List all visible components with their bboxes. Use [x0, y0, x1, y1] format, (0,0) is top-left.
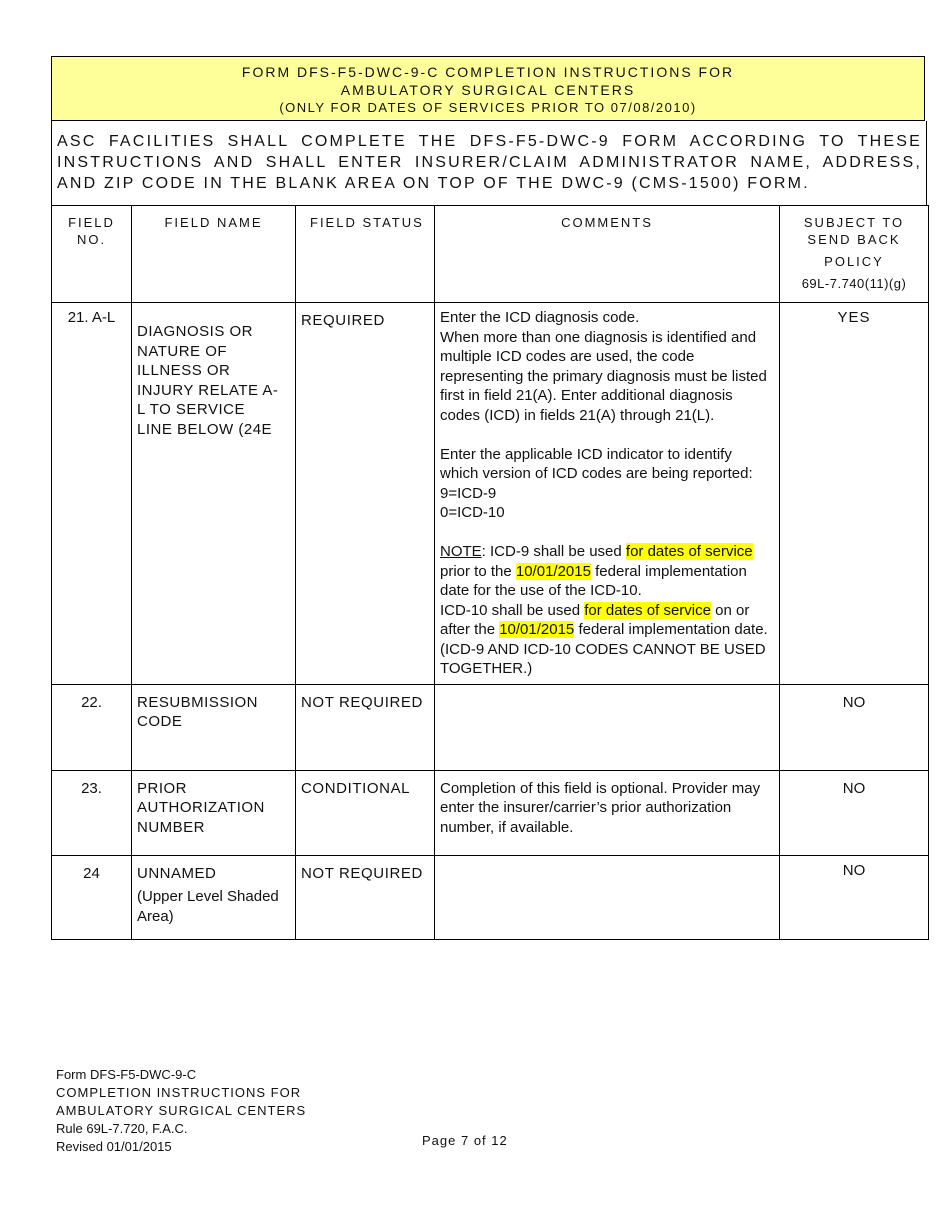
footer-title-2: AMBULATORY SURGICAL CENTERS	[56, 1103, 307, 1118]
intro-paragraph: ASC FACILITIES SHALL COMPLETE THE DFS-F5-DWC-9 FORM ACCORDING TO THESE INSTRUCTIONS AND SHALL ENTER INSURER/CLAIM ADMINISTRATOR NAME, ADDRESS, AND ZIP CODE IN THE BLANK AREA ON TOP OF THE DWC-9 (CMS-1500) FORM.	[51, 121, 927, 205]
field-no: 24	[52, 855, 132, 939]
field-name: PRIOR AUTHORIZATION NUMBER	[132, 770, 296, 855]
field-no: 23.	[52, 770, 132, 855]
field-comments	[435, 684, 780, 770]
col-header-comments: COMMENTS	[435, 206, 780, 303]
col-header-field-name: FIELD NAME	[132, 206, 296, 303]
col-header-field-no: FIELD NO.	[52, 206, 132, 303]
field-no: 22.	[52, 684, 132, 770]
form-title-line-1: FORM DFS-F5-DWC-9-C COMPLETION INSTRUCTIONS FOR	[241, 64, 735, 80]
form-title-box	[51, 56, 925, 121]
col-header-field-status: FIELD STATUS	[296, 206, 435, 303]
form-title-line-2: AMBULATORY SURGICAL CENTERS	[340, 82, 636, 98]
field-status: CONDITIONAL	[296, 770, 435, 855]
page-number: Page 7 of 12	[422, 1133, 508, 1148]
field-comments: Completion of this field is optional. Provider may enter the insurer/carrier’s prior authorization number, if available.	[435, 770, 780, 855]
footer-revised: Revised 01/01/2015	[56, 1139, 172, 1154]
instructions-table	[51, 205, 929, 940]
field-comments: Enter the ICD diagnosis code. When more than one diagnosis is identified and multiple ICD codes are used, the code representing the primary diagnosis must be listed first in field 21(A). Enter additional diagnosis codes (ICD) in fields 21(A) through 21(L). Enter the applicable ICD indicator to identify which version of ICD codes are being reported: 9=ICD-9 0=ICD-10 NOTE: ICD-9 shall be used for dates of service prior to the 10/01/2015 federal implementation date for the use of the ICD-10. ICD-10 shall be used for dates of service on or after the 10/01/2015 federal implementation date. (ICD-9 AND ICD-10 CODES CANNOT BE USED TOGETHER.)	[435, 303, 780, 685]
field-name: UNNAMED (Upper Level Shaded Area)	[132, 855, 296, 939]
table-row	[52, 855, 929, 939]
col-header-send-back: SUBJECT TO SEND BACK POLICY 69L-7.740(11)(g)	[780, 206, 929, 303]
footer-form-id: Form DFS-F5-DWC-9-C	[56, 1067, 197, 1082]
send-back-value: YES	[780, 303, 929, 685]
form-title-line-3: (ONLY FOR DATES OF SERVICES PRIOR TO 07/08/2010)	[279, 100, 697, 115]
send-back-value: NO	[780, 770, 929, 855]
table-row	[52, 684, 929, 770]
field-name: DIAGNOSIS OR NATURE OF ILLNESS OR INJURY RELATE A- L TO SERVICE LINE BELOW (24E	[132, 303, 296, 685]
send-back-value: NO	[780, 855, 929, 939]
footer-title-1: COMPLETION INSTRUCTIONS FOR	[56, 1085, 302, 1100]
field-comments	[435, 855, 780, 939]
field-status: REQUIRED	[296, 303, 435, 685]
icd-note: NOTE: ICD-9 shall be used for dates of service prior to the 10/01/2015 federal implementation date for the use of the ICD-10.	[440, 543, 753, 599]
page-footer	[56, 1066, 306, 1156]
field-no: 21. A-L	[52, 303, 132, 685]
field-name: RESUBMISSION CODE	[132, 684, 296, 770]
table-row	[52, 303, 929, 685]
table-row	[52, 770, 929, 855]
footer-rule: Rule 69L-7.720, F.A.C.	[56, 1121, 188, 1136]
field-status: NOT REQUIRED	[296, 855, 435, 939]
field-status: NOT REQUIRED	[296, 684, 435, 770]
table-header-row	[52, 206, 929, 303]
send-back-value: NO	[780, 684, 929, 770]
